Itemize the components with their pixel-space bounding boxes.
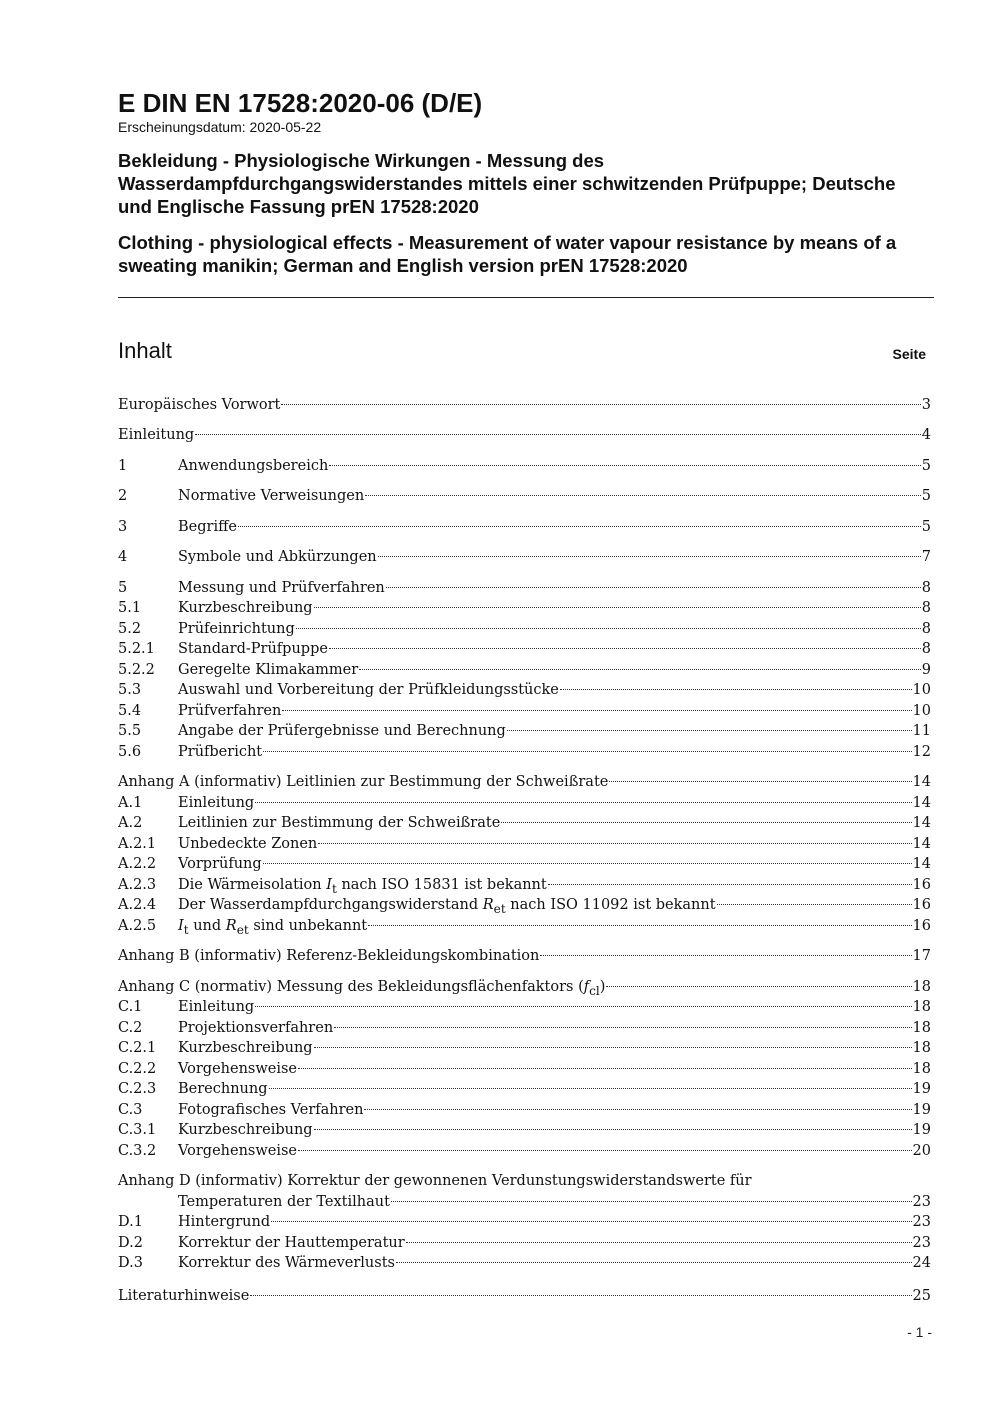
- toc-entry[interactable]: Anhang C (normativ) Messung des Bekleidungsflächenfaktors $(f_{cl})$ 18: [118, 979, 931, 998]
- toc-heading: [118, 337, 926, 367]
- toc-entry[interactable]: C.3 Fotografisches Verfahren 19: [118, 1102, 931, 1118]
- toc-entry[interactable]: Anhang A (informativ) Leitlinien zur Bestimmung der Schweißrate 14: [118, 774, 931, 790]
- toc-entry[interactable]: 2 Normative Verweisungen 5: [118, 488, 931, 504]
- publication-date: Erscheinungsdatum: 2020-05-22: [118, 119, 322, 135]
- toc-entry[interactable]: 5.3 Auswahl und Vorbereitung der Prüfkleidungsstücke 10: [118, 682, 931, 698]
- toc-entry[interactable]: Literaturhinweise 25: [118, 1288, 931, 1304]
- document-id: E DIN EN 17528:2020-06 (D/E): [118, 88, 483, 118]
- toc-entry[interactable]: Einleitung 4: [118, 427, 931, 443]
- toc-entry[interactable]: C.2 Projektionsverfahren 18: [118, 1020, 931, 1036]
- title-english: Clothing - physiological effects - Measurement of water vapour resistance by means of a sweating manikin; German and English version prEN 17528:2020: [118, 232, 897, 276]
- toc-entry[interactable]: 5.6 Prüfbericht 12: [118, 744, 931, 760]
- toc-entry[interactable]: Anhang B (informativ) Referenz-Bekleidungskombination 17: [118, 948, 931, 964]
- toc-entry[interactable]: 5.2.2 Geregelte Klimakammer 9: [118, 662, 931, 678]
- toc-entry[interactable]: D.2 Korrektur der Hauttemperatur 23: [118, 1235, 931, 1251]
- toc-entry[interactable]: D.1 Hintergrund 23: [118, 1214, 931, 1230]
- toc-entry[interactable]: 5.2.1 Standard-Prüfpuppe 8: [118, 641, 931, 657]
- page-number: - 1 -: [907, 1324, 932, 1340]
- toc-entry[interactable]: A.2.1 Unbedeckte Zonen 14: [118, 836, 931, 852]
- toc-entry[interactable]: A.2.5 $I_t$ und $R_{et}$ sind unbekannt 16: [118, 918, 931, 937]
- title-german: Bekleidung - Physiologische Wirkungen - Messung des Wasserdampfdurchgangswiderstandes mittels einer schwitzenden Prüfpuppe; Deutsche und Englische Fassung prEN 17528:2020: [118, 150, 896, 217]
- toc-entry[interactable]: A.1 Einleitung 14: [118, 795, 931, 811]
- toc-entry[interactable]: 5.5 Angabe der Prüfergebnisse und Berechnung 11: [118, 723, 931, 739]
- toc-entry[interactable]: 3 Begriffe 5: [118, 519, 931, 535]
- header-rule: [118, 297, 934, 298]
- toc-entry[interactable]: C.2.2 Vorgehensweise 18: [118, 1061, 931, 1077]
- toc-title: Inhalt: [118, 338, 172, 363]
- document-header: [118, 88, 933, 277]
- toc-entry[interactable]: A.2.4 Der Wasserdampfdurchgangswiderstand $R_{et}$ nach ISO 11092 ist bekannt 16: [118, 897, 931, 916]
- toc-entry[interactable]: A.2.2 Vorprüfung 14: [118, 856, 931, 872]
- toc-entry[interactable]: C.2.1 Kurzbeschreibung 18: [118, 1040, 931, 1056]
- toc-entry[interactable]: 5 Messung und Prüfverfahren 8: [118, 580, 931, 596]
- toc-entry[interactable]: C.1 Einleitung 18: [118, 999, 931, 1015]
- toc-entry[interactable]: A.2.3 Die Wärmeisolation $I_t$ nach ISO 15831 ist bekannt 16: [118, 877, 931, 896]
- toc-entry-continuation[interactable]: Temperaturen der Textilhaut 23: [178, 1194, 931, 1210]
- toc-entry[interactable]: C.2.3 Berechnung 19: [118, 1081, 931, 1097]
- toc-entry[interactable]: D.3 Korrektur des Wärmeverlusts 24: [118, 1255, 931, 1271]
- toc-entry[interactable]: C.3.2 Vorgehensweise 20: [118, 1143, 931, 1159]
- toc-entry[interactable]: C.3.1 Kurzbeschreibung 19: [118, 1122, 931, 1138]
- toc-entry[interactable]: 4 Symbole und Abkürzungen 7: [118, 549, 931, 565]
- toc-page-column-label: Seite: [892, 346, 926, 362]
- toc-entry[interactable]: 5.1 Kurzbeschreibung 8: [118, 600, 931, 616]
- toc-entry[interactable]: Europäisches Vorwort 3: [118, 397, 931, 413]
- toc-entry[interactable]: 1 Anwendungsbereich 5: [118, 458, 931, 474]
- toc-entry[interactable]: A.2 Leitlinien zur Bestimmung der Schweißrate 14: [118, 815, 931, 831]
- toc-entry[interactable]: Anhang D (informativ) Korrektur der gewonnenen Verdunstungswiderstandswerte für: [118, 1173, 752, 1189]
- toc-entry[interactable]: 5.4 Prüfverfahren 10: [118, 703, 931, 719]
- toc-entry[interactable]: 5.2 Prüfeinrichtung 8: [118, 621, 931, 637]
